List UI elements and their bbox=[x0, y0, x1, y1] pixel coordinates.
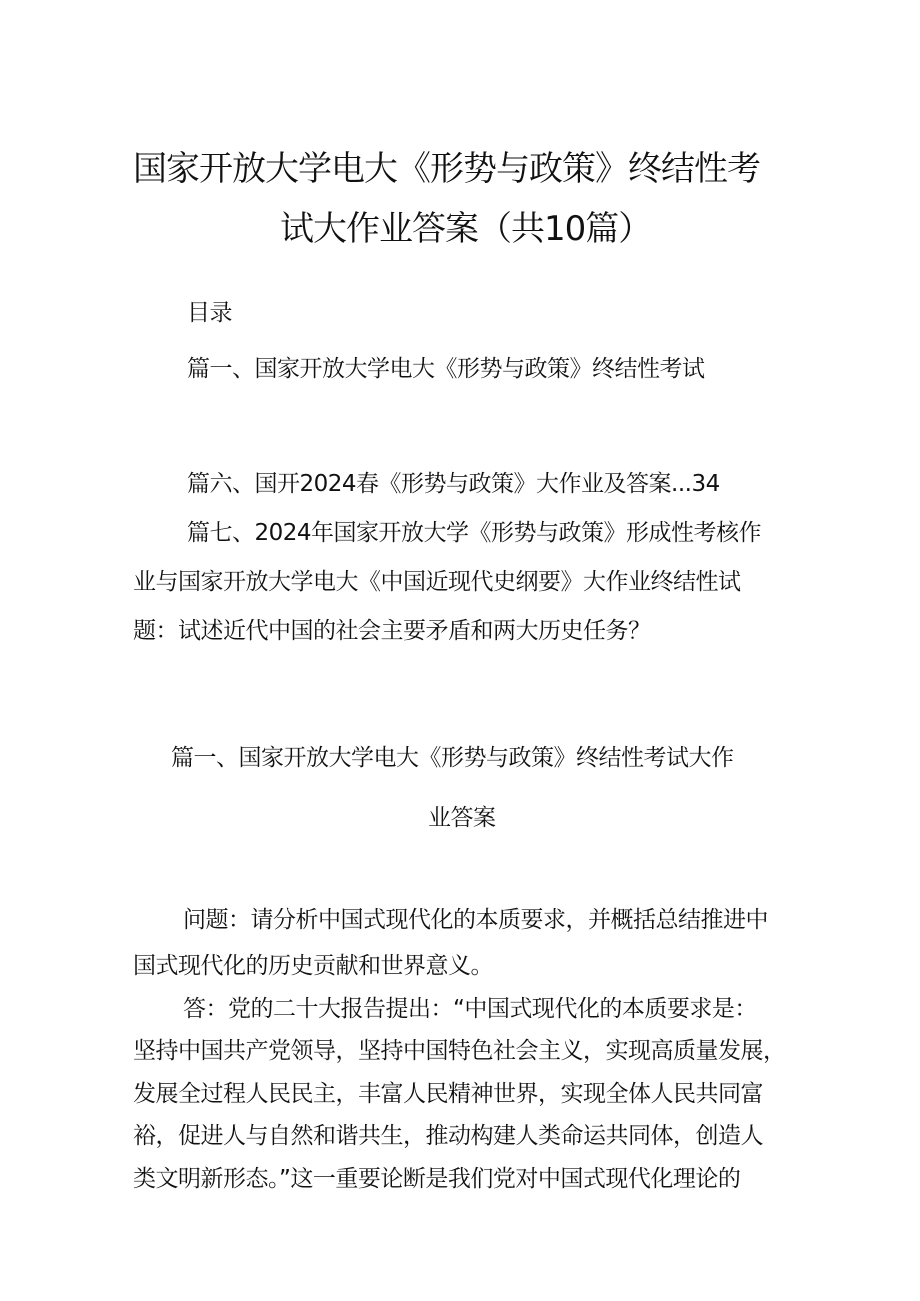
document-title-line-2: 试大作业答案（共10篇） bbox=[280, 209, 652, 249]
body-paragraph-line-4: 坚持中国共产党领导，坚持中国特色社会主义，实现高质量发展， bbox=[133, 1038, 786, 1064]
body-paragraph-line-5: 发展全过程人民民主，丰富人民精神世界，实现全体人民共同富 bbox=[133, 1081, 763, 1107]
toc-entry-1: 篇一、国家开放大学电大《形势与政策》终结性考试 bbox=[187, 356, 705, 382]
toc-entry-6: 篇六、国开2024春《形势与政策》大作业及答案...34 bbox=[187, 471, 720, 497]
body-paragraph-line-7: 类文明新形态。”这一重要论断是我们党对中国式现代化理论的 bbox=[133, 1166, 741, 1192]
body-paragraph-line-6: 裕，促进人与自然和谐共生，推动构建人类命运共同体，创造人 bbox=[133, 1123, 763, 1149]
section-heading-line-2: 业答案 bbox=[428, 805, 496, 831]
body-paragraph-line-2: 国式现代化的历史贡献和世界意义。 bbox=[133, 953, 493, 979]
toc-heading: 目录 bbox=[187, 300, 232, 326]
toc-entry-7-line-1: 篇七、2024年国家开放大学《形势与政策》形成性考核作 bbox=[187, 520, 762, 546]
document-title-line-1: 国家开放大学电大《形势与政策》终结性考 bbox=[133, 149, 760, 189]
body-paragraph-line-3: 答：党的二十大报告提出：“中国式现代化的本质要求是： bbox=[183, 996, 757, 1022]
toc-entry-7-line-2: 业与国家开放大学电大《中国近现代史纲要》大作业终结性试 bbox=[133, 569, 741, 595]
body-paragraph-line-1: 问题：请分析中国式现代化的本质要求，并概括总结推进中 bbox=[183, 907, 768, 933]
toc-entry-7-line-3: 题：试述近代中国的社会主要矛盾和两大历史任务？ bbox=[133, 618, 651, 644]
section-heading-line-1: 篇一、国家开放大学电大《形势与政策》终结性考试大作 bbox=[171, 745, 734, 771]
